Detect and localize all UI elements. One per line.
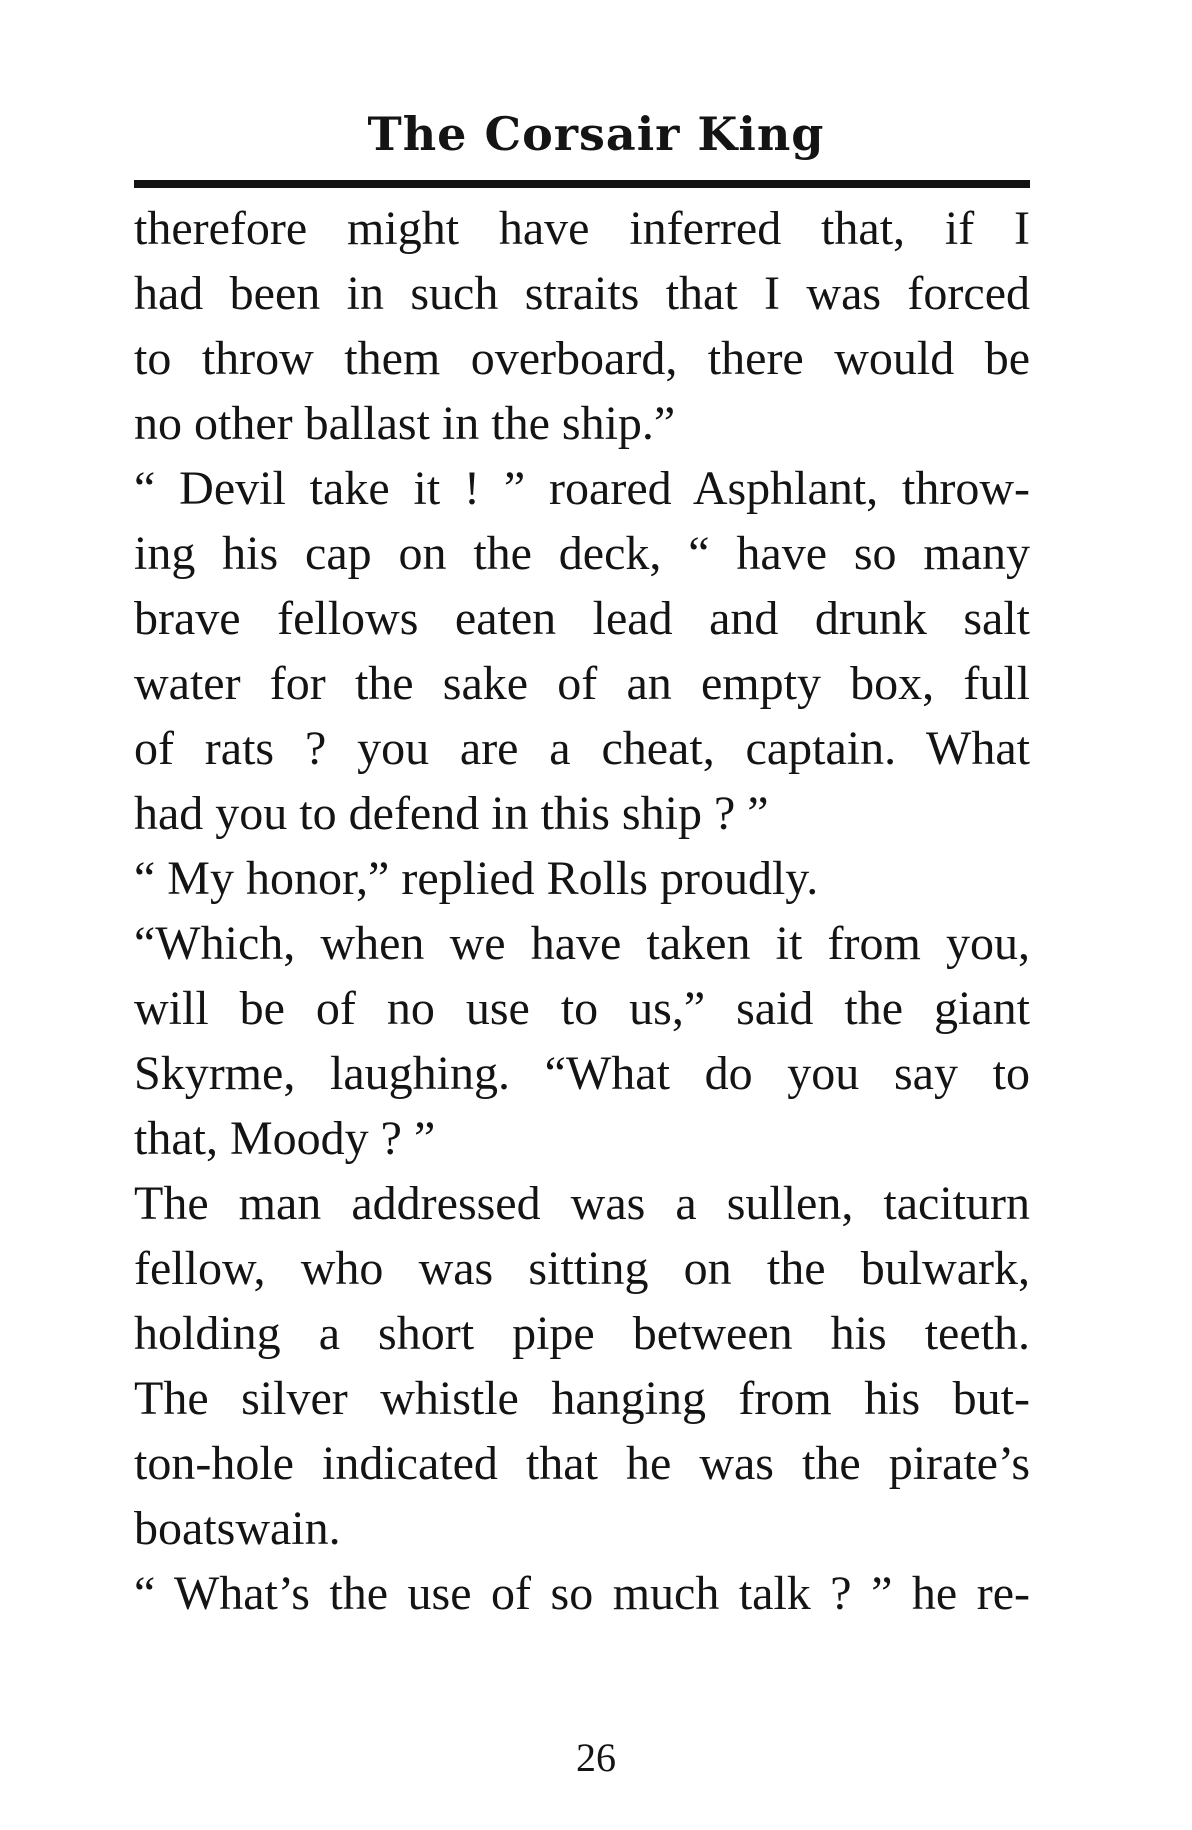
body-text — [134, 196, 1030, 1626]
text-line: therefore might have inferred that, if I — [134, 202, 1030, 255]
page-number: 26 — [576, 1735, 616, 1780]
text-line: ton-hole indicated that he was the pirate’s — [134, 1437, 1030, 1490]
text-line: brave fellows eaten lead and drunk salt — [134, 592, 1030, 645]
text-line: of rats ? you are a cheat, captain. What — [134, 722, 1030, 775]
text-line: will be of no use to us,” said the giant — [134, 982, 1030, 1035]
text-line: that, Moody ? ” — [134, 1112, 436, 1165]
text-line: The silver whistle hanging from his but- — [134, 1372, 1030, 1425]
text-line: had been in such straits that I was forced — [134, 267, 1030, 320]
header-rule — [134, 180, 1030, 188]
text-line: ing his cap on the deck, “ have so many — [134, 527, 1030, 580]
text-line: The man addressed was a sullen, taciturn — [134, 1177, 1030, 1230]
text-line: “ My honor,” replied Rolls proudly. — [134, 852, 819, 905]
text-line: fellow, who was sitting on the bulwark, — [134, 1242, 1030, 1295]
text-line: “ What’s the use of so much talk ? ” he re- — [134, 1567, 1030, 1620]
text-line: boatswain. — [134, 1502, 341, 1555]
text-line: “Which, when we have taken it from you, — [134, 917, 1030, 970]
text-line: Skyrme, laughing. “What do you say to — [134, 1047, 1030, 1100]
text-line: no other ballast in the ship.” — [134, 397, 676, 450]
text-line: water for the sake of an empty box, full — [134, 657, 1030, 710]
running-header: The Corsair King — [367, 107, 825, 161]
text-line: had you to defend in this ship ? ” — [134, 787, 769, 840]
text-line: holding a short pipe between his teeth. — [134, 1307, 1030, 1360]
text-line: “ Devil take it ! ” roared Asphlant, throw- — [134, 462, 1030, 515]
text-line: to throw them overboard, there would be — [134, 332, 1030, 385]
